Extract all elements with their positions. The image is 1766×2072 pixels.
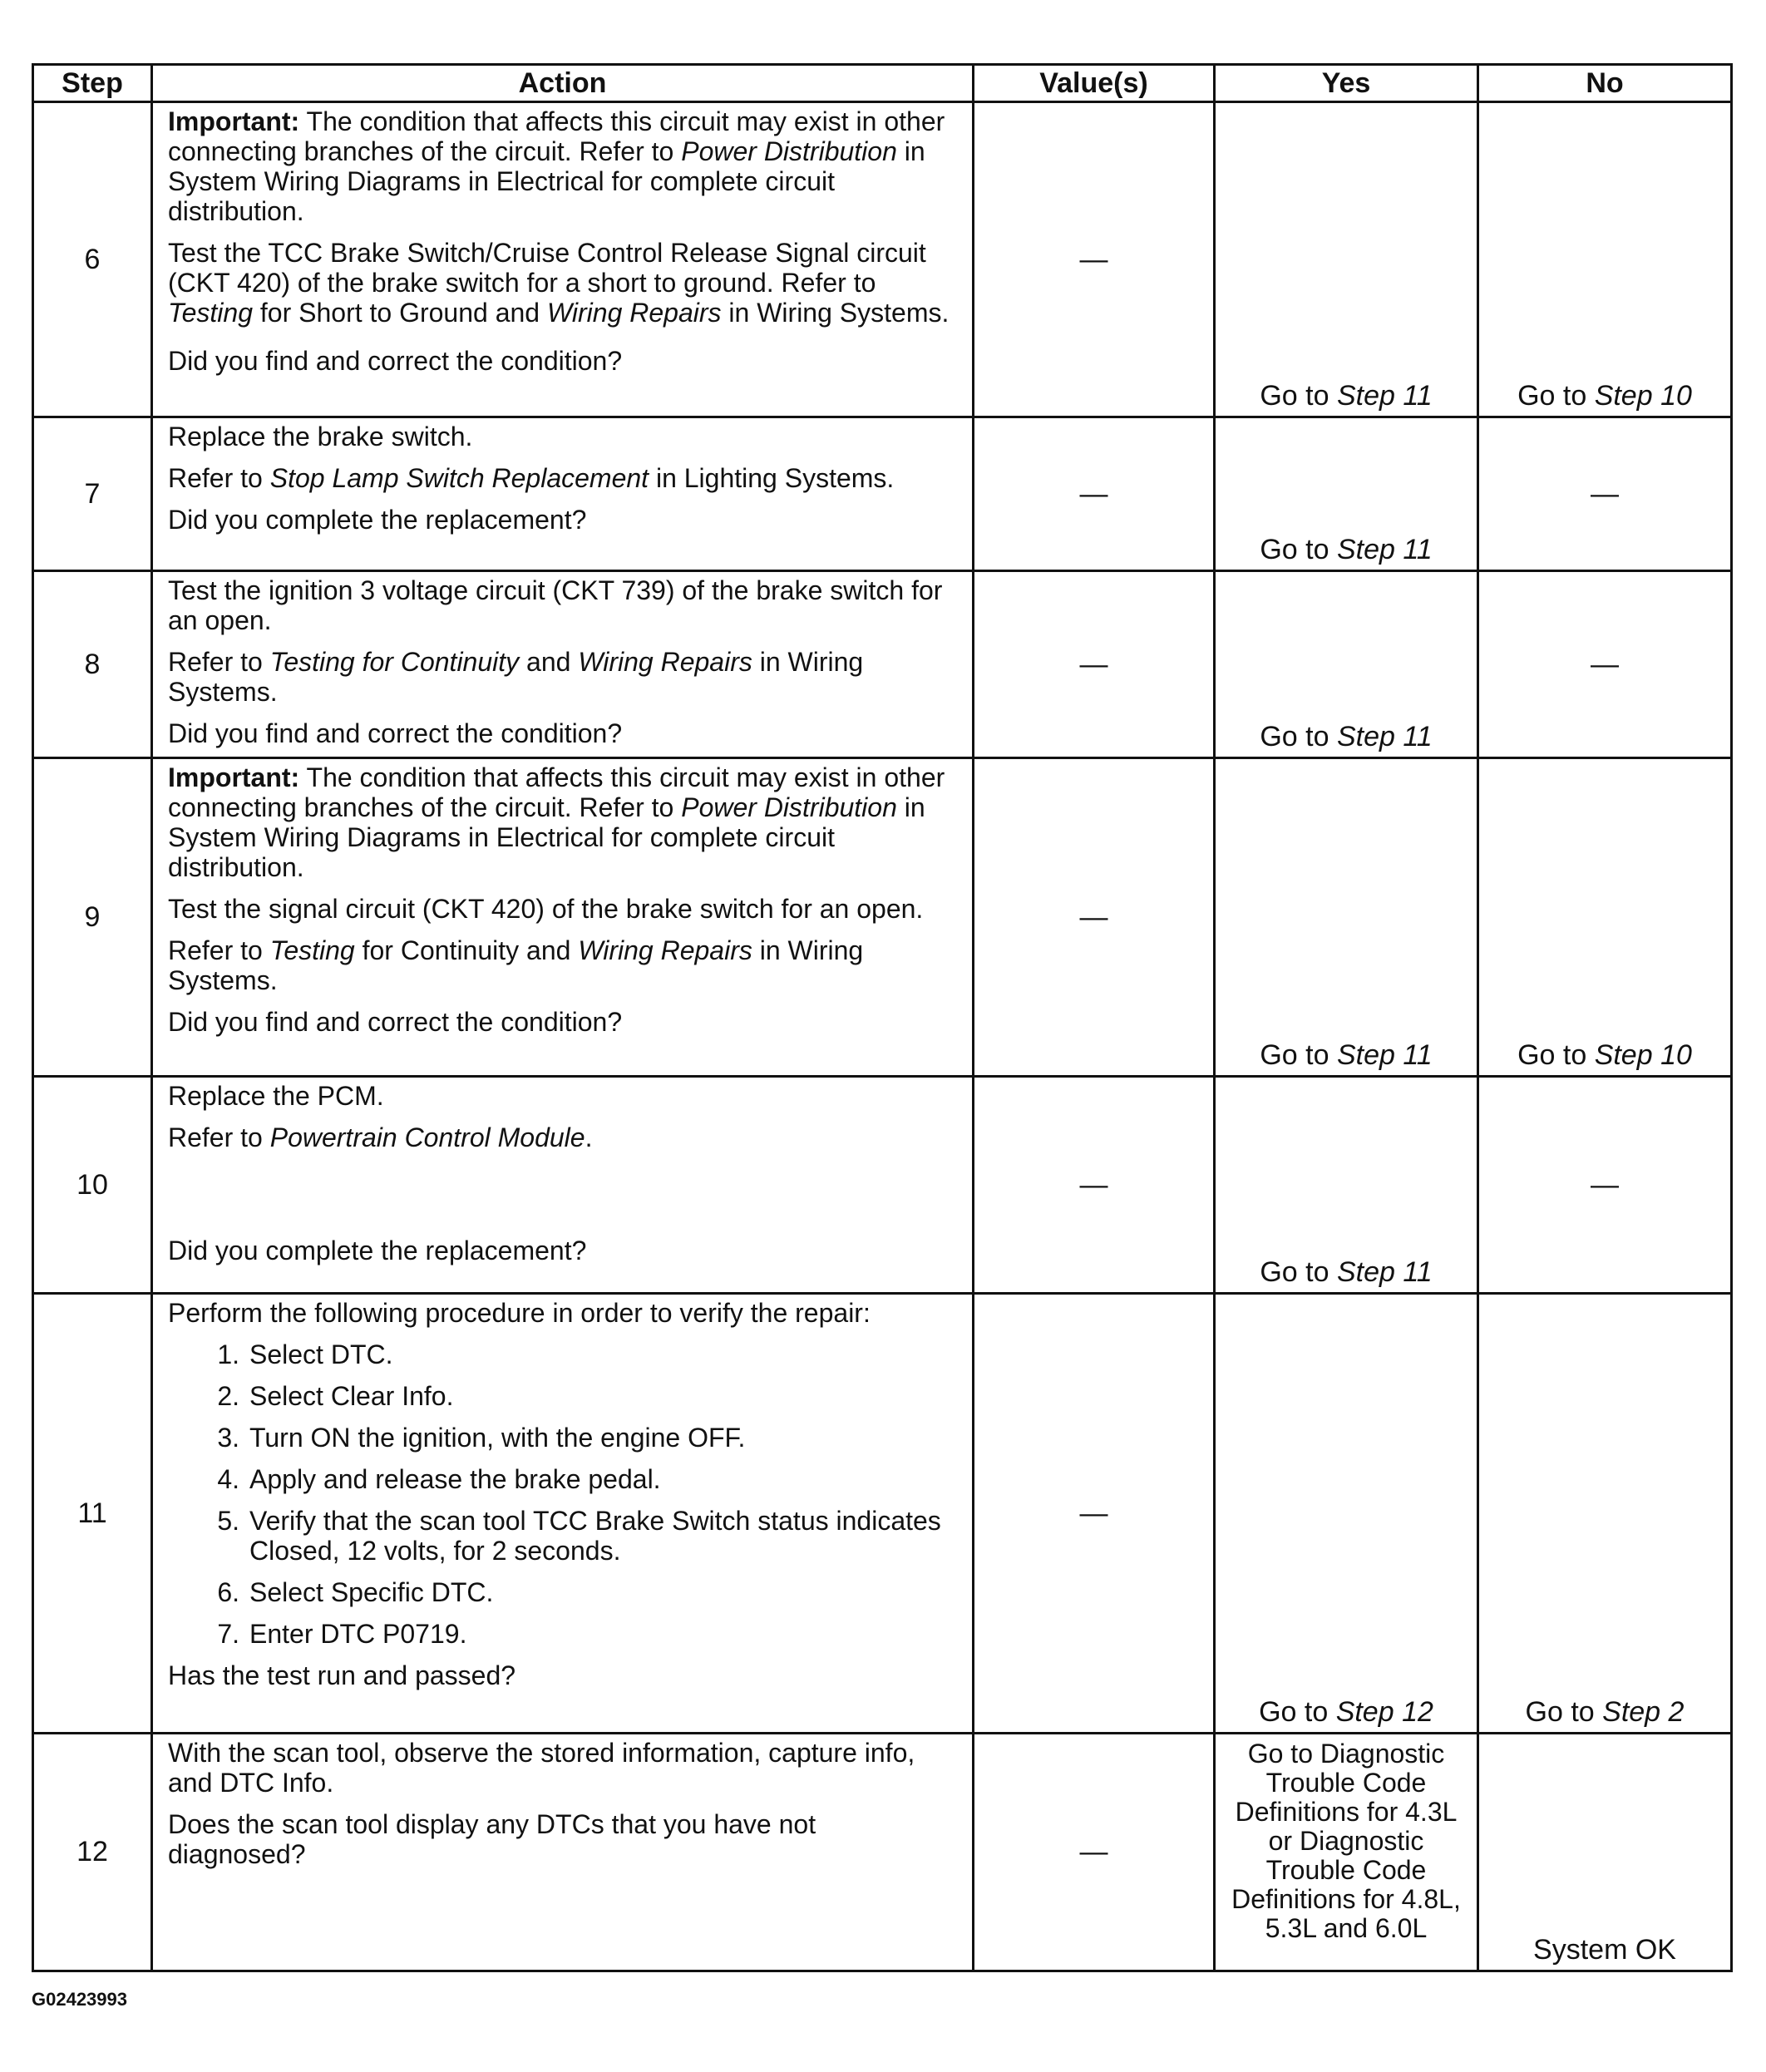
note-text: in System Wiring Diagrams in Electrical for complete circuit distribution. [168, 136, 925, 226]
instruction: Replace the PCM. [168, 1081, 384, 1111]
list-item: 1. Select DTC. [217, 1339, 393, 1369]
no-cell: Go to Step 2 [1478, 1294, 1732, 1734]
action-cell [152, 758, 974, 1077]
yes-cell: Go to Diagnostic Trouble Code Definitions for 4.3L or Diagnostic Trouble Code Definitions for 4.8L, 5.3L and 6.0L [1215, 1734, 1478, 1971]
question: Did you find and correct the condition? [168, 1007, 623, 1037]
instruction: Test the signal circuit (CKT 420) of the brake switch for an open. [168, 894, 924, 924]
value-cell: — [974, 102, 1215, 417]
no-cell: — [1478, 1077, 1732, 1294]
header-action: Action [152, 65, 974, 102]
question: Did you find and correct the condition? [168, 346, 623, 376]
table-row [33, 417, 1732, 571]
step-number: 6 [33, 102, 152, 417]
action-cell [152, 102, 974, 417]
step-link: Step 11 [1336, 534, 1433, 565]
diagnostic-table [32, 63, 1733, 1972]
question: Does the scan tool display any DTCs that you have not diagnosed? [168, 1809, 816, 1869]
instruction: Perform the following procedure in order to verify the repair: [168, 1298, 871, 1328]
header-yes: Yes [1215, 65, 1478, 102]
no-cell: Go to Step 10 [1478, 758, 1732, 1077]
step-link: Step 11 [1336, 380, 1433, 412]
step-link: Step 12 [1335, 1696, 1433, 1728]
list-item: 4. Apply and release the brake pedal. [217, 1464, 661, 1494]
table-row [33, 571, 1732, 758]
action-cell [152, 1734, 974, 1971]
table-row [33, 1734, 1732, 1971]
table-row [33, 1294, 1732, 1734]
step-number: 7 [33, 417, 152, 571]
reference-link: Wiring Repairs [578, 647, 752, 677]
yes-cell: Go to Step 11 [1215, 417, 1478, 571]
action-cell [152, 571, 974, 758]
value-cell: — [974, 417, 1215, 571]
step-number: 8 [33, 571, 152, 758]
note-text: in System Wiring Diagrams in Electrical for complete circuit distribution. [168, 792, 925, 882]
reference-link: Stop Lamp Switch Replacement [269, 463, 649, 493]
instruction: Refer to Testing for Continuity and Wiring Repairs in Wiring Systems. [168, 647, 864, 707]
value-cell: — [974, 1294, 1215, 1734]
yes-cell: Go to Step 11 [1215, 758, 1478, 1077]
reference-link: Wiring Repairs [578, 935, 752, 965]
table-row [33, 1077, 1732, 1294]
important-label: Important: [168, 106, 300, 136]
question: Did you complete the replacement? [168, 505, 587, 535]
instruction: Refer to Powertrain Control Module. [168, 1122, 593, 1152]
action-cell [152, 1294, 974, 1734]
yes-cell: Go to Step 11 [1215, 571, 1478, 758]
instruction: Refer to Testing for Continuity and Wiring Repairs in Wiring Systems. [168, 935, 864, 995]
action-cell [152, 1077, 974, 1294]
yes-cell: Go to Step 11 [1215, 102, 1478, 417]
question: Did you find and correct the condition? [168, 718, 623, 748]
step-number: 12 [33, 1734, 152, 1971]
list-item: 5. Verify that the scan tool TCC Brake Switch status indicates Closed, 12 volts, for 2 seconds. [217, 1506, 941, 1566]
step-link: Step 10 [1594, 1039, 1692, 1071]
header-row [33, 65, 1732, 102]
instruction: Test the TCC Brake Switch/Cruise Control Release Signal circuit (CKT 420) of the brake switch for a short to ground. Refer to Testing for Short to Ground and Wiring Repairs in Wiring Systems. [168, 238, 950, 328]
step-number: 9 [33, 758, 152, 1077]
value-cell: — [974, 1734, 1215, 1971]
procedure-list [168, 1339, 955, 1649]
no-cell: Go to Step 10 [1478, 102, 1732, 417]
reference-link: Powertrain Control Module [269, 1122, 585, 1152]
step-number: 10 [33, 1077, 152, 1294]
reference-link: Power Distribution [681, 792, 897, 822]
question: Has the test run and passed? [168, 1660, 516, 1690]
reference-link: Testing [168, 298, 253, 328]
yes-cell: Go to Step 11 [1215, 1077, 1478, 1294]
reference-link: Power Distribution [681, 136, 897, 166]
value-cell: — [974, 1077, 1215, 1294]
header-values: Value(s) [974, 65, 1215, 102]
step-link: Step 11 [1336, 1039, 1433, 1071]
header-no: No [1478, 65, 1732, 102]
action-cell [152, 417, 974, 571]
important-note [168, 762, 955, 882]
list-item: 6. Select Specific DTC. [217, 1577, 494, 1607]
list-item: 3. Turn ON the ignition, with the engine OFF. [217, 1423, 746, 1453]
reference-link: Testing [269, 935, 355, 965]
reference-link: Testing for Continuity [269, 647, 520, 677]
figure-id: G02423993 [32, 1989, 127, 2010]
reference-link: Wiring Repairs [546, 298, 722, 328]
list-item: 7. Enter DTC P0719. [217, 1619, 467, 1649]
list-item: 2. Select Clear Info. [217, 1381, 454, 1411]
important-label: Important: [168, 762, 300, 792]
no-cell: — [1478, 417, 1732, 571]
step-link: Step 10 [1594, 380, 1692, 412]
table-row [33, 758, 1732, 1077]
step-link: Step 11 [1336, 1256, 1433, 1288]
value-cell: — [974, 571, 1215, 758]
value-cell: — [974, 758, 1215, 1077]
instruction: Test the ignition 3 voltage circuit (CKT 739) of the brake switch for an open. [168, 575, 943, 635]
table-row [33, 102, 1732, 417]
header-step: Step [33, 65, 152, 102]
question: Did you complete the replacement? [168, 1236, 587, 1265]
instruction: Replace the brake switch. [168, 422, 473, 451]
no-cell: — [1478, 571, 1732, 758]
note-text: The condition that affects this circuit may exist in other connecting branches of the circuit. Refer to [168, 106, 945, 166]
yes-cell: Go to Step 12 [1215, 1294, 1478, 1734]
step-number: 11 [33, 1294, 152, 1734]
no-cell: System OK [1478, 1734, 1732, 1971]
step-link: Step 2 [1602, 1696, 1685, 1728]
step-link: Step 11 [1336, 721, 1433, 752]
instruction: With the scan tool, observe the stored information, capture info, and DTC Info. [168, 1738, 915, 1798]
important-note [168, 106, 955, 226]
note-text: The condition that affects this circuit may exist in other connecting branches of the circuit. Refer to [168, 762, 945, 822]
instruction: Refer to Stop Lamp Switch Replacement in Lighting Systems. [168, 463, 895, 493]
